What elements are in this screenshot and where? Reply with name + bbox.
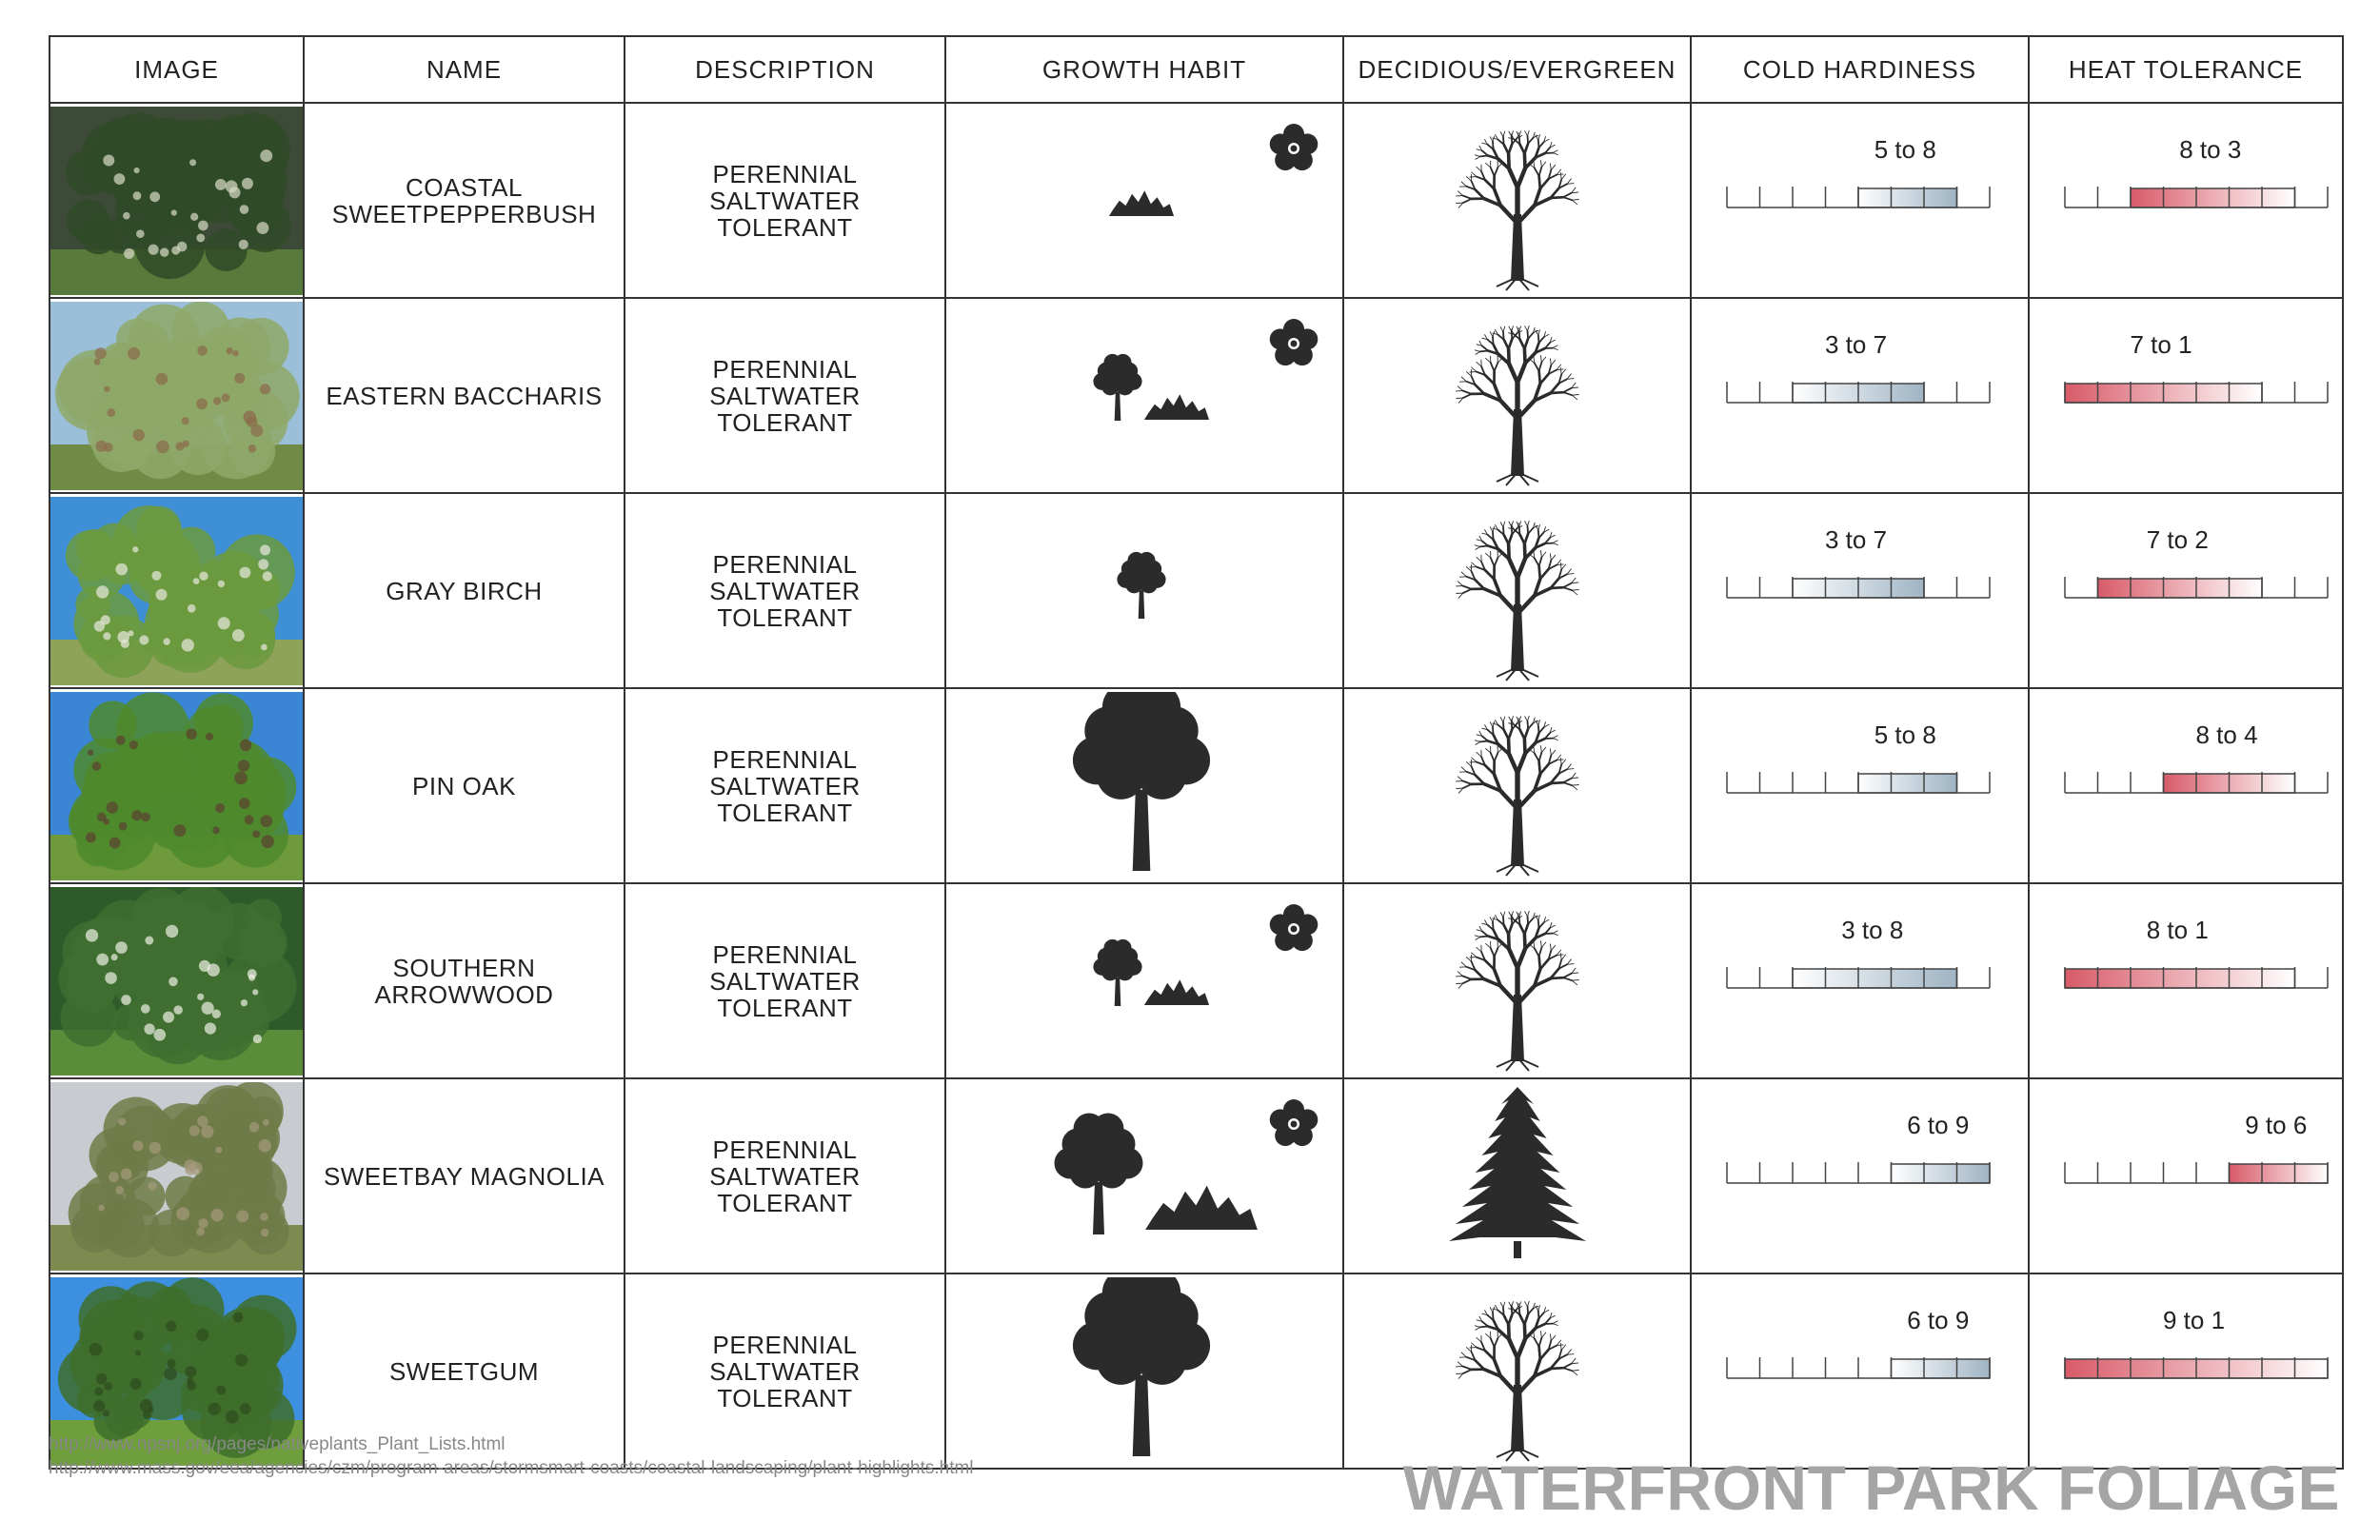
source-link-1[interactable]: http://www.npsnj.org/pages/nativeplants_Plant_Lists.html	[49, 1434, 506, 1454]
plant-description: PERENNIAL SALTWATER TOLERANT	[709, 744, 861, 827]
heat-scale	[2063, 577, 2330, 605]
plant-name: PIN OAK	[412, 771, 516, 800]
plant-photo	[50, 1082, 303, 1271]
cold-scale	[1725, 1357, 1992, 1386]
heat-range-fill	[2131, 188, 2295, 207]
description-cell	[625, 103, 945, 298]
leaf-type-cell	[1343, 1273, 1691, 1469]
cold-hardiness-label: 3 to 8	[1841, 915, 1904, 944]
name-cell	[304, 883, 625, 1078]
plant-name: GRAY BIRCH	[386, 576, 543, 605]
cold-scale	[1725, 967, 1992, 996]
plant-description: PERENNIAL SALTWATER TOLERANT	[709, 354, 861, 437]
large-tree-icon	[1073, 1277, 1210, 1456]
heat-tolerance-label: 8 to 3	[2179, 134, 2242, 164]
plant-description: PERENNIAL SALTWATER TOLERANT	[709, 1330, 861, 1412]
cold-hardiness-cell	[1691, 1273, 2029, 1469]
image-cell	[50, 1078, 304, 1273]
cold-scale	[1725, 577, 1992, 605]
cold-scale	[1725, 382, 1992, 410]
heat-tolerance-label: 7 to 2	[2146, 524, 2209, 554]
cold-hardiness-label: 5 to 8	[1874, 134, 1936, 164]
name-cell	[304, 688, 625, 883]
deciduous-tree-icon	[1457, 911, 1579, 1071]
name-cell	[304, 103, 625, 298]
description-cell	[625, 493, 945, 688]
plant-photo	[50, 302, 303, 490]
plant-row	[50, 493, 2343, 688]
large-tree-icon	[1073, 692, 1210, 871]
image-cell	[50, 688, 304, 883]
plant-row	[50, 1078, 2343, 1273]
flower-icon	[1270, 904, 1319, 951]
plant-description: PERENNIAL SALTWATER TOLERANT	[709, 939, 861, 1022]
header-cold-hardiness: COLD HARDINESS	[1691, 36, 2029, 103]
plant-row	[50, 298, 2343, 493]
cold-hardiness-cell	[1691, 688, 2029, 883]
leaf-type-cell	[1343, 493, 1691, 688]
cold-range-fill	[1793, 969, 1957, 988]
description-cell	[625, 298, 945, 493]
header-heat-tolerance: HEAT TOLERANCE	[2029, 36, 2343, 103]
page-title: WATERFRONT PARK FOLIAGE	[1402, 1452, 2340, 1523]
name-cell	[304, 493, 625, 688]
deciduous-tree-icon	[1457, 716, 1579, 876]
small-shrub-icon	[1109, 190, 1174, 216]
plant-photo	[50, 887, 303, 1076]
plant-name: SOUTHERN ARROWWOOD	[374, 953, 554, 1009]
deciduous-tree-icon	[1457, 130, 1579, 290]
heat-tolerance-label: 9 to 6	[2245, 1110, 2308, 1139]
plant-photo	[50, 692, 303, 880]
plant-row	[50, 103, 2343, 298]
leaf-type-cell	[1343, 883, 1691, 1078]
heat-scale	[2063, 1357, 2330, 1386]
plant-row	[50, 883, 2343, 1078]
cold-hardiness-cell	[1691, 883, 2029, 1078]
cold-range-fill	[1858, 774, 1957, 793]
description-cell	[625, 1078, 945, 1273]
heat-tolerance-cell	[2029, 298, 2343, 493]
small-shrub-icon	[1144, 394, 1209, 420]
header-description: DESCRIPTION	[625, 36, 945, 103]
deciduous-tree-icon	[1457, 1301, 1579, 1461]
evergreen-tree-icon	[1449, 1087, 1586, 1258]
cold-hardiness-label: 5 to 8	[1874, 720, 1936, 749]
heat-range-fill	[2230, 1164, 2329, 1183]
image-cell	[50, 883, 304, 1078]
cold-hardiness-cell	[1691, 298, 2029, 493]
plant-photo	[50, 497, 303, 685]
growth-habit-cell	[945, 883, 1343, 1078]
heat-tolerance-cell	[2029, 1273, 2343, 1469]
leaf-type-cell	[1343, 298, 1691, 493]
small-tree-icon	[1093, 353, 1141, 420]
plant-name: SWEETGUM	[388, 1356, 540, 1386]
source-links	[49, 1432, 974, 1480]
leaf-type-cell	[1343, 103, 1691, 298]
cold-range-fill	[1858, 188, 1957, 207]
cold-hardiness-label: 3 to 7	[1825, 524, 1888, 554]
flower-icon	[1270, 124, 1319, 170]
description-cell	[625, 883, 945, 1078]
image-cell	[50, 103, 304, 298]
cold-range-fill	[1892, 1164, 1991, 1183]
header-row	[50, 36, 2343, 103]
cold-hardiness-label: 3 to 7	[1825, 329, 1888, 359]
growth-habit-cell	[945, 1273, 1343, 1469]
cold-scale	[1725, 772, 1992, 800]
heat-tolerance-label: 8 to 1	[2146, 915, 2209, 944]
plant-description: PERENNIAL SALTWATER TOLERANT	[709, 1135, 861, 1217]
heat-tolerance-cell	[2029, 688, 2343, 883]
leaf-type-cell	[1343, 1078, 1691, 1273]
heat-tolerance-cell	[2029, 1078, 2343, 1273]
plant-name: COASTAL SWEETPEPPERBUSH	[331, 172, 597, 228]
medium-tree-icon	[1055, 1113, 1143, 1234]
name-cell	[304, 298, 625, 493]
heat-tolerance-label: 9 to 1	[2163, 1305, 2226, 1334]
growth-habit-cell	[945, 103, 1343, 298]
header-growth-habit: GROWTH HABIT	[945, 36, 1343, 103]
image-cell	[50, 298, 304, 493]
heat-range-fill	[2098, 579, 2263, 598]
flower-icon	[1270, 319, 1319, 365]
header-name: NAME	[304, 36, 625, 103]
plant-table	[49, 35, 2344, 1470]
name-cell	[304, 1078, 625, 1273]
plant-row	[50, 688, 2343, 883]
plant-name: SWEETBAY MAGNOLIA	[323, 1161, 605, 1191]
heat-scale	[2063, 187, 2330, 215]
leaf-type-cell	[1343, 688, 1691, 883]
cold-hardiness-cell	[1691, 1078, 2029, 1273]
cold-range-fill	[1892, 1359, 1991, 1378]
description-cell	[625, 688, 945, 883]
image-cell	[50, 493, 304, 688]
cold-scale	[1725, 187, 1992, 215]
cold-hardiness-label: 6 to 9	[1907, 1110, 1970, 1139]
header-image: IMAGE	[50, 36, 304, 103]
heat-scale	[2063, 1162, 2330, 1191]
header-deciduous-evergreen: DECIDIOUS/EVERGREEN	[1343, 36, 1691, 103]
deciduous-tree-icon	[1457, 326, 1579, 485]
cold-hardiness-cell	[1691, 103, 2029, 298]
growth-habit-cell	[945, 1078, 1343, 1273]
source-link-2[interactable]: http://www.mass.gov/eea/agencies/czm/program-areas/stormsmart-coasts/coastal-landscaping/plant-highlights.html	[49, 1458, 974, 1478]
cold-hardiness-cell	[1691, 493, 2029, 688]
heat-scale	[2063, 772, 2330, 800]
deciduous-tree-icon	[1457, 521, 1579, 681]
heat-scale	[2063, 967, 2330, 996]
plant-description: PERENNIAL SALTWATER TOLERANT	[709, 549, 861, 632]
cold-scale	[1725, 1162, 1992, 1191]
cold-hardiness-label: 6 to 9	[1907, 1305, 1970, 1334]
heat-tolerance-cell	[2029, 103, 2343, 298]
growth-habit-cell	[945, 688, 1343, 883]
growth-habit-cell	[945, 298, 1343, 493]
flower-icon	[1270, 1099, 1319, 1146]
medium-shrub-icon	[1145, 1185, 1258, 1229]
small-tree-icon	[1117, 551, 1165, 618]
small-tree-icon	[1093, 938, 1141, 1005]
heat-tolerance-cell	[2029, 883, 2343, 1078]
growth-habit-cell	[945, 493, 1343, 688]
heat-range-fill	[2065, 969, 2295, 988]
small-shrub-icon	[1144, 979, 1209, 1005]
plant-description: PERENNIAL SALTWATER TOLERANT	[709, 159, 861, 242]
heat-tolerance-label: 8 to 4	[2195, 720, 2258, 749]
heat-tolerance-cell	[2029, 493, 2343, 688]
plant-photo	[50, 107, 303, 295]
heat-tolerance-label: 7 to 1	[2130, 329, 2192, 359]
heat-scale	[2063, 382, 2330, 410]
plant-name: EASTERN BACCHARIS	[326, 381, 603, 410]
